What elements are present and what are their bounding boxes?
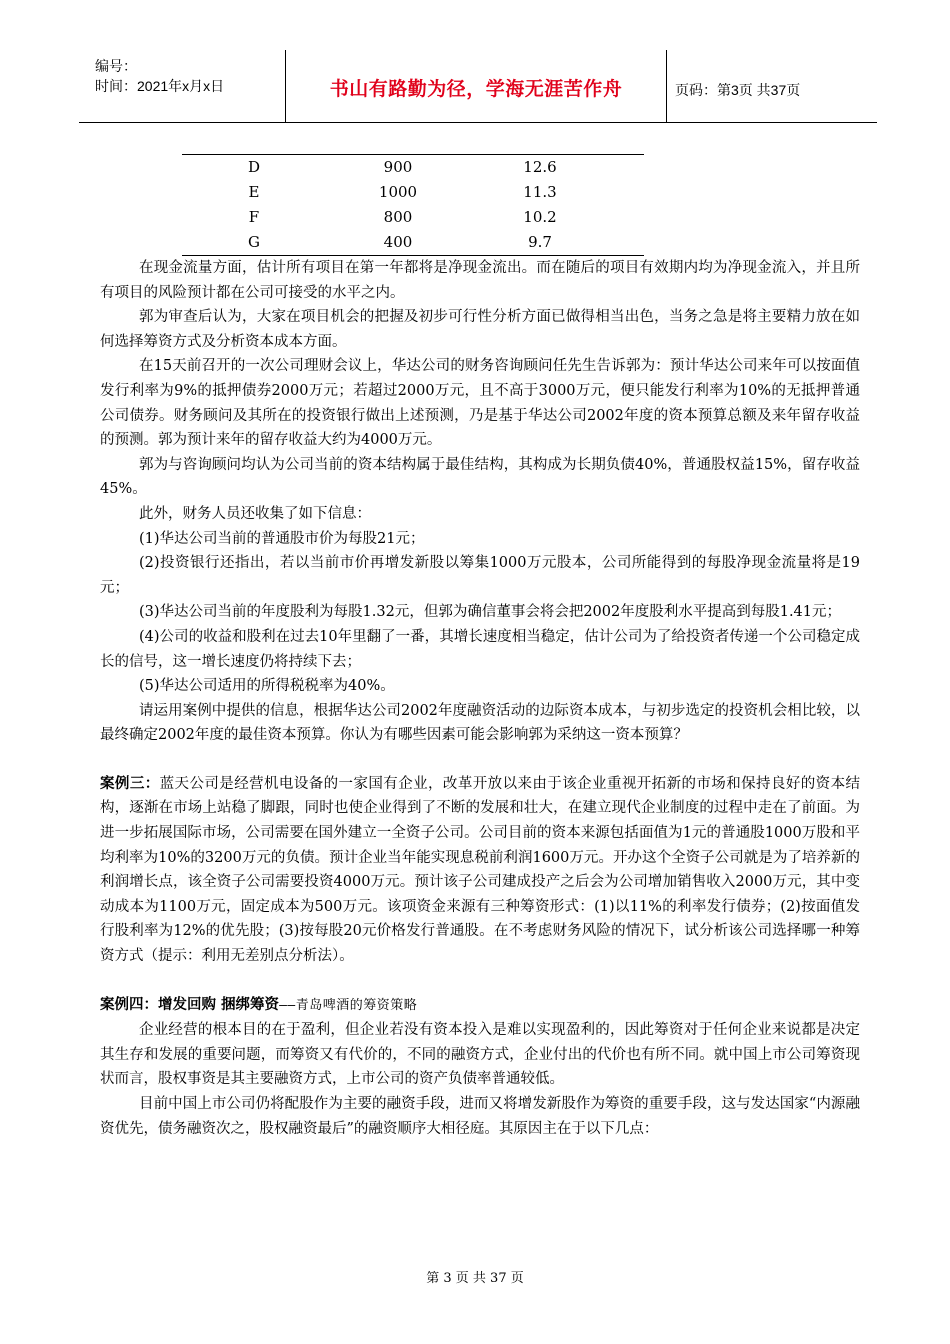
paragraph: 请运用案例中提供的信息，根据华达公司2002年度融资活动的边际资本成本，与初步选定的投资机会相比较，以最终确定2002年度的最佳资本预算。你认为有哪些因素可能会影响郭为采纳这一资本预算？ xyxy=(100,702,860,744)
case4-subtitle: ——青岛啤酒的筹资策略 xyxy=(279,997,418,1013)
paragraph: 在现金流量方面，估计所有项目在第一年都将是净现金流出。而在随后的项目有效期内均为净现金流入，并且所有项目的风险预计都在公司可接受的水平之内。 xyxy=(100,260,860,301)
case3-label: 案例三： xyxy=(100,775,160,792)
spacer xyxy=(100,748,860,772)
case3-text: 蓝天公司是经营机电设备的一家国有企业，改革开放以来由于该企业重视开拓新的市场和保持良好的资本结构，逐渐在市场上站稳了脚跟，同时也使企业得到了不断的发展和壮大，在建立现代企业制度的过程中走在了前面。为进一步拓展国际市场，公司需要在国外建立一全资子公司。公司目前的资本来源包括面值为1元的普通股1000万股和平均利率为10%的3200万元的负债。预计企业当年能实现息税前利润1600万元。开办这个全资子公司就是为了培养新的利润增长点，该全资子公司需要投资4000万元。预计该子公司建成投产之后会为公司增加销售收入2000万元，其中变动成本为1100万元，固定成本为500万元。该项资金来源有三种筹资形式：(1)以11%的利率发行债券；(2)按面值发行股利率为12%的优先股；(3)按每股20元价格发行普通股。在不考虑财务风险的情况下，试分析该公司选择哪一种筹资方式（提示：利用无差别点分析法）。 xyxy=(100,775,860,965)
list-item: (2)投资银行还指出，若以当前市价再增发新股以筹集1000万元股本，公司所能得到的每股净现金流量将是19元； xyxy=(100,555,860,596)
table-cell: 11.3 xyxy=(523,183,557,201)
table-cell: 12.6 xyxy=(523,158,557,176)
paragraph: 企业经营的根本目的在于盈利，但企业若没有资本投入是难以实现盈利的，因此筹资对于任何企业来说都是决定其生存和发展的重要问题，而筹资又有代价的，不同的融资方式，企业付出的代价也有所不同。就中国上市公司筹资现状而言，股权事资是其主要融资方式，上市公司的资产负债率普通较低。 xyxy=(100,1022,860,1088)
list-item: (1)华达公司当前的普通股市价为每股21元； xyxy=(139,530,425,547)
paragraph: 目前中国上市公司仍将配股作为主要的融资手段，进而又将增发新股作为筹资的重要手段，这与发达国家“内源融资优先，债务融资次之，股权融资最后”的融资顺序大相径庭。其原因主在于以下几点： xyxy=(100,1096,860,1137)
case4-heading xyxy=(100,993,860,1019)
header-rule xyxy=(79,122,877,123)
table-cell: 800 xyxy=(383,208,413,226)
motto-text: 书山有路勤为径，学海无涯苦作舟 xyxy=(329,78,623,100)
table-cell: F xyxy=(248,208,260,226)
header-meta xyxy=(95,56,224,96)
table-row xyxy=(182,155,644,180)
table-row xyxy=(182,180,644,205)
table-cell: 400 xyxy=(383,233,413,251)
list-item: (4)公司的收益和股利在过去10年里翻了一番，其增长速度相当稳定，估计公司为了给投资者传递一个公司稳定成长的信号，这一增长速度仍将持续下去； xyxy=(100,628,860,670)
table-row xyxy=(182,230,644,255)
table-cell: D xyxy=(247,158,261,176)
list-item: (5)华达公司适用的所得税税率为40%。 xyxy=(139,678,395,695)
spacer xyxy=(100,969,860,993)
table-cell: 9.7 xyxy=(528,233,552,251)
paragraph: 在15天前召开的一次公司理财会议上，华达公司的财务咨询顾问任先生告诉郭为：预计华达公司来年可以按面值发行利率为9%的抵押债券2000万元；若超过2000万元，且不高于3000万元，便只能发行利率为10%的无抵押普通公司债券。财务顾问及其所在的投资银行做出上述预测，乃是基于华达公司2002年度的资本预算总额及来年留存收益的预测。郭为预计来年的留存收益大约为4000万元。 xyxy=(100,358,860,449)
page-header xyxy=(79,50,877,124)
paragraph: 此外，财务人员还收集了如下信息： xyxy=(139,505,371,522)
list-item: (3)华达公司当前的年度股利为每股1.32元，但郭为确信董事会将会把2002年度股利水平提高到每股1.41元； xyxy=(139,604,842,621)
paragraph: 郭为审查后认为，大家在项目机会的把握及初步可行性分析方面已做得相当出色，当务之急是将主要精力放在如何选择筹资方式及分析资本成本方面。 xyxy=(100,309,860,350)
table-cell: 900 xyxy=(383,158,413,176)
document-body xyxy=(100,256,860,1141)
case3-paragraph xyxy=(100,772,860,969)
project-table xyxy=(182,154,644,256)
header-page-info: 页码：第3页 共37页 xyxy=(675,82,801,98)
table-cell: 1000 xyxy=(378,183,418,201)
paragraph: 郭为与咨询顾问均认为公司当前的资本结构属于最佳结构，其构成为长期负债40%，普通股权益15%，留存收益45%。 xyxy=(100,456,860,498)
date-label: 时间：2021年x月x日 xyxy=(95,78,225,94)
case4-label: 案例四：增发回购 捆绑筹资 xyxy=(100,996,280,1013)
table-cell: 10.2 xyxy=(523,208,557,226)
table-cell: E xyxy=(248,183,260,201)
page-footer: 第 3 页 共 37 页 xyxy=(426,1271,524,1286)
table-row xyxy=(182,205,644,230)
table-cell: G xyxy=(248,233,260,251)
serial-label: 编号： xyxy=(95,58,137,74)
motto-box xyxy=(285,50,667,122)
